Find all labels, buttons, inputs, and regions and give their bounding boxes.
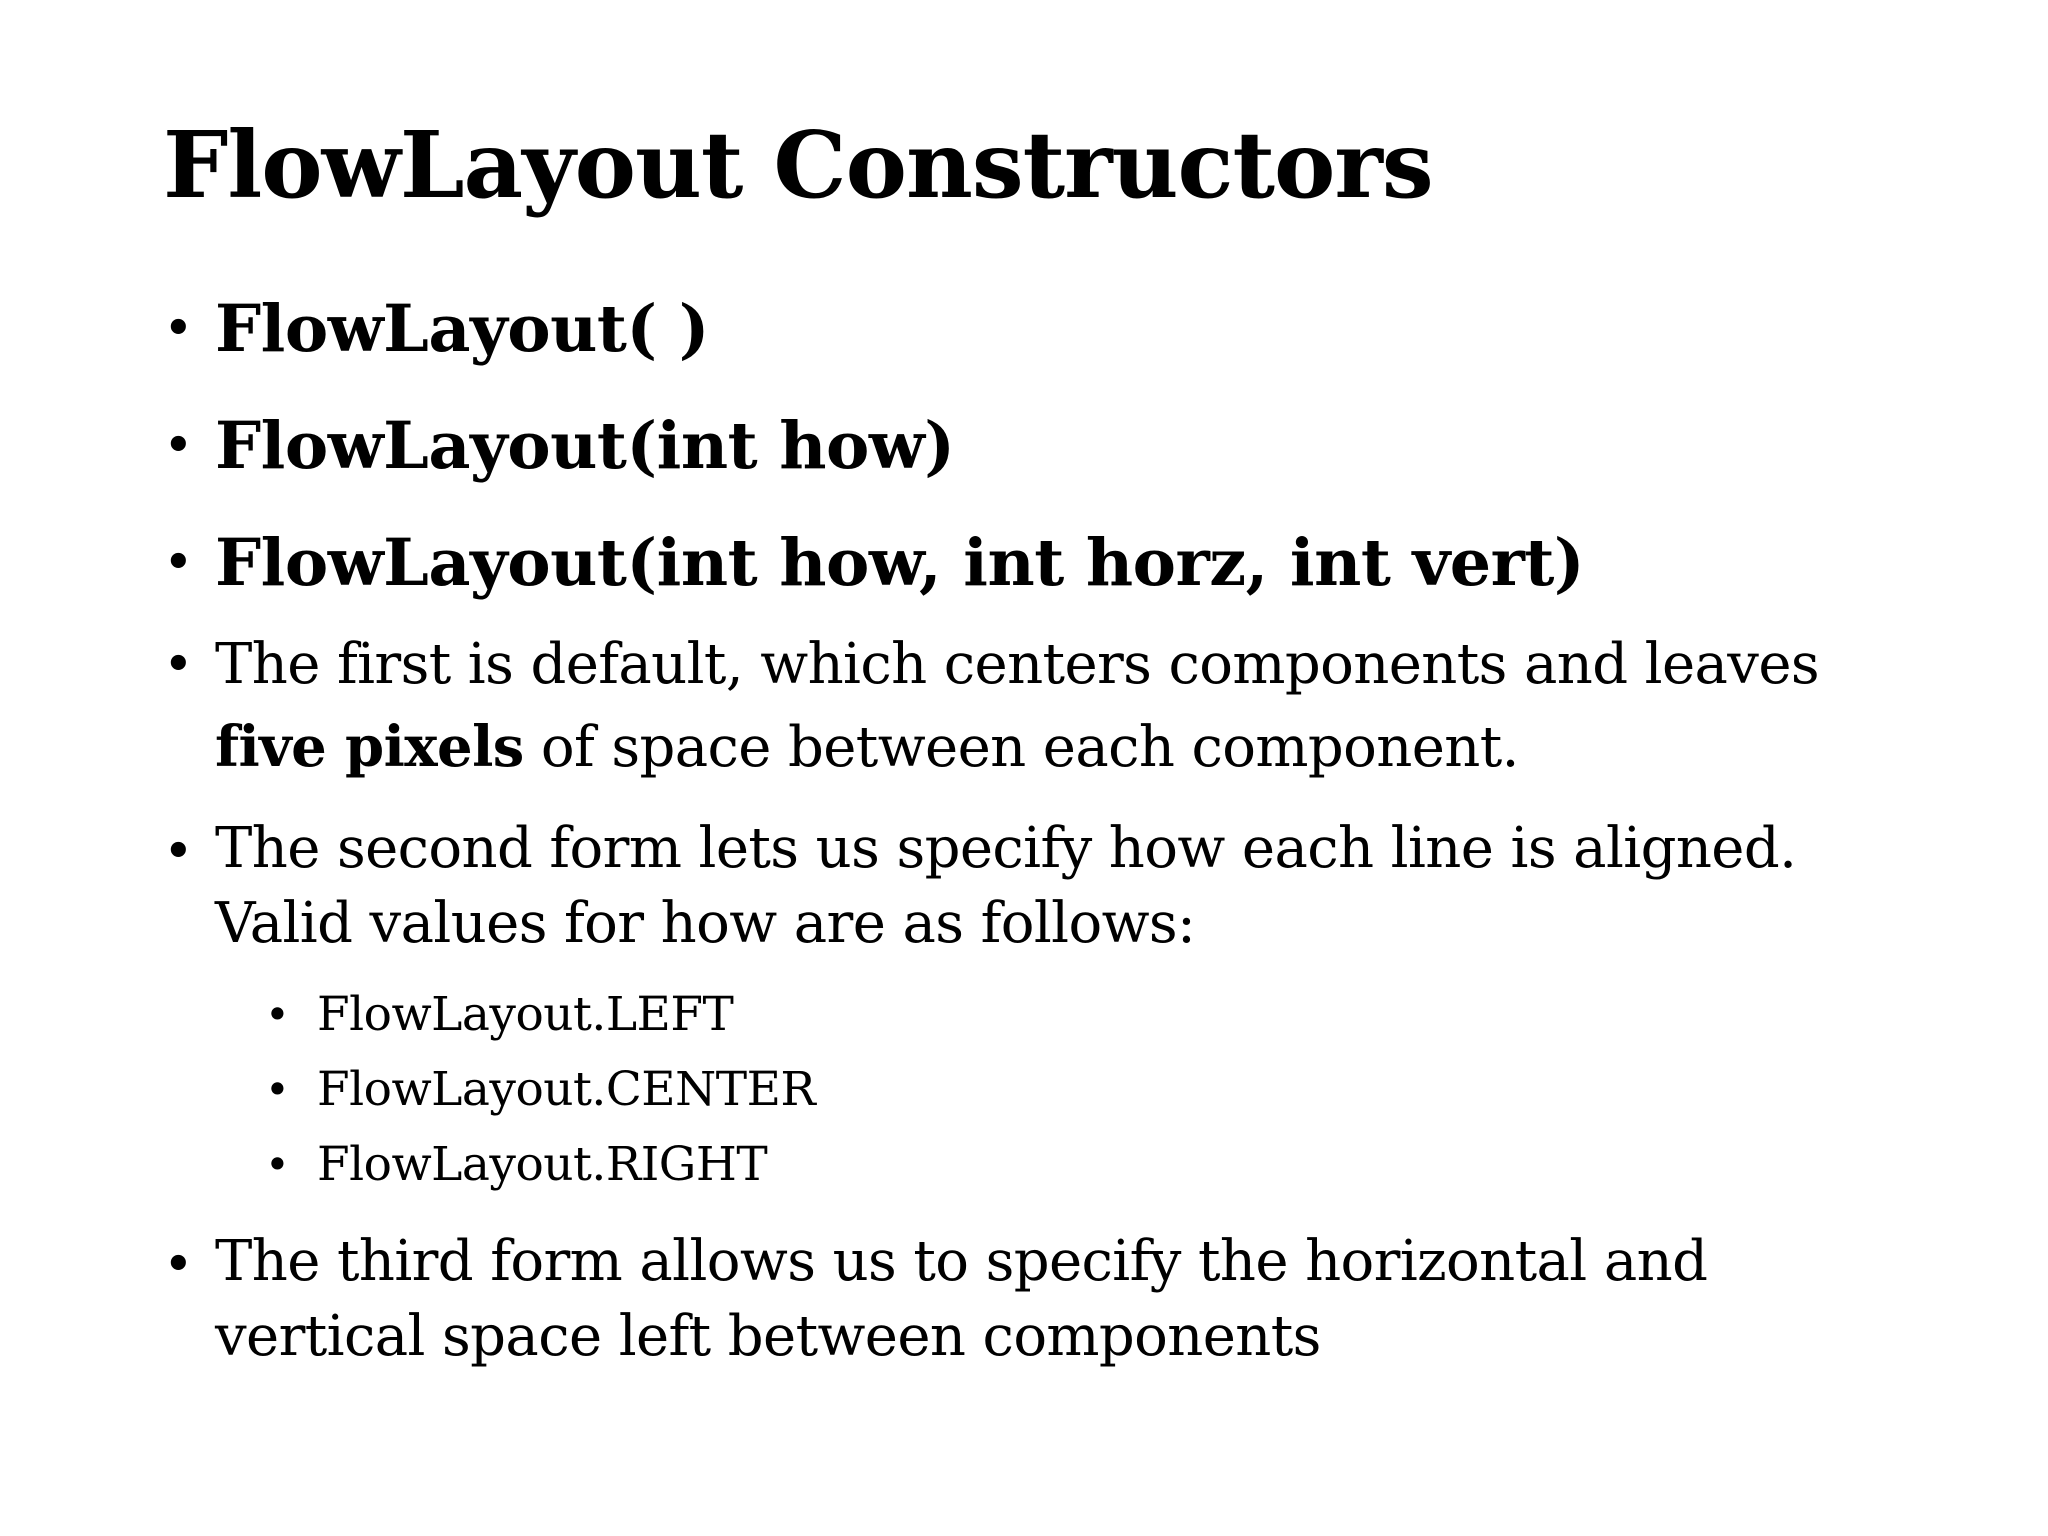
explanation-text: of space between each component. [523, 715, 1519, 780]
explanation-item-second [163, 811, 1963, 1202]
alignment-option-text: FlowLayout.CENTER [317, 1062, 816, 1117]
bullet-dot: • [163, 533, 194, 593]
constructor-item [163, 407, 1963, 485]
explanation-item-first [163, 624, 1963, 789]
bullet-dot: • [163, 299, 194, 359]
alignment-option-text: FlowLayout.RIGHT [317, 1137, 768, 1192]
constructor-text: FlowLayout(int how) [215, 408, 955, 484]
explanation-line [215, 706, 1963, 789]
bullet-dot: • [265, 990, 290, 1039]
alignment-options-list [215, 977, 1963, 1202]
alignment-option-text: FlowLayout.LEFT [317, 987, 734, 1042]
constructor-item [163, 290, 1963, 368]
bullet-dot: • [163, 1235, 194, 1295]
bullet-dot: • [163, 416, 194, 476]
bullet-list [163, 290, 1963, 1396]
bullet-dot: • [265, 1065, 290, 1114]
slide-title: FlowLayout Constructors [163, 111, 1433, 219]
explanation-line: vertical space left between components [215, 1304, 1321, 1369]
explanation-item-third [163, 1224, 1963, 1374]
constructor-text: FlowLayout( ) [215, 291, 710, 367]
bullet-dot: • [265, 1140, 290, 1189]
alignment-option [265, 1127, 1963, 1202]
bullet-dot: • [163, 822, 194, 882]
explanation-line: Valid values for how are as follows: [215, 891, 1196, 956]
alignment-option [265, 977, 1963, 1052]
constructor-text: FlowLayout(int how, int horz, int vert) [215, 525, 1585, 601]
explanation-line: The third form allows us to specify the horizontal and [215, 1229, 1708, 1294]
explanation-line: The second form lets us specify how each line is aligned. [215, 816, 1797, 881]
alignment-option [265, 1052, 1963, 1127]
bullet-dot: • [163, 635, 194, 695]
explanation-line: The first is default, which centers components and leaves [215, 632, 1820, 697]
constructor-item [163, 524, 1963, 602]
emphasis-text: five pixels [215, 714, 524, 780]
